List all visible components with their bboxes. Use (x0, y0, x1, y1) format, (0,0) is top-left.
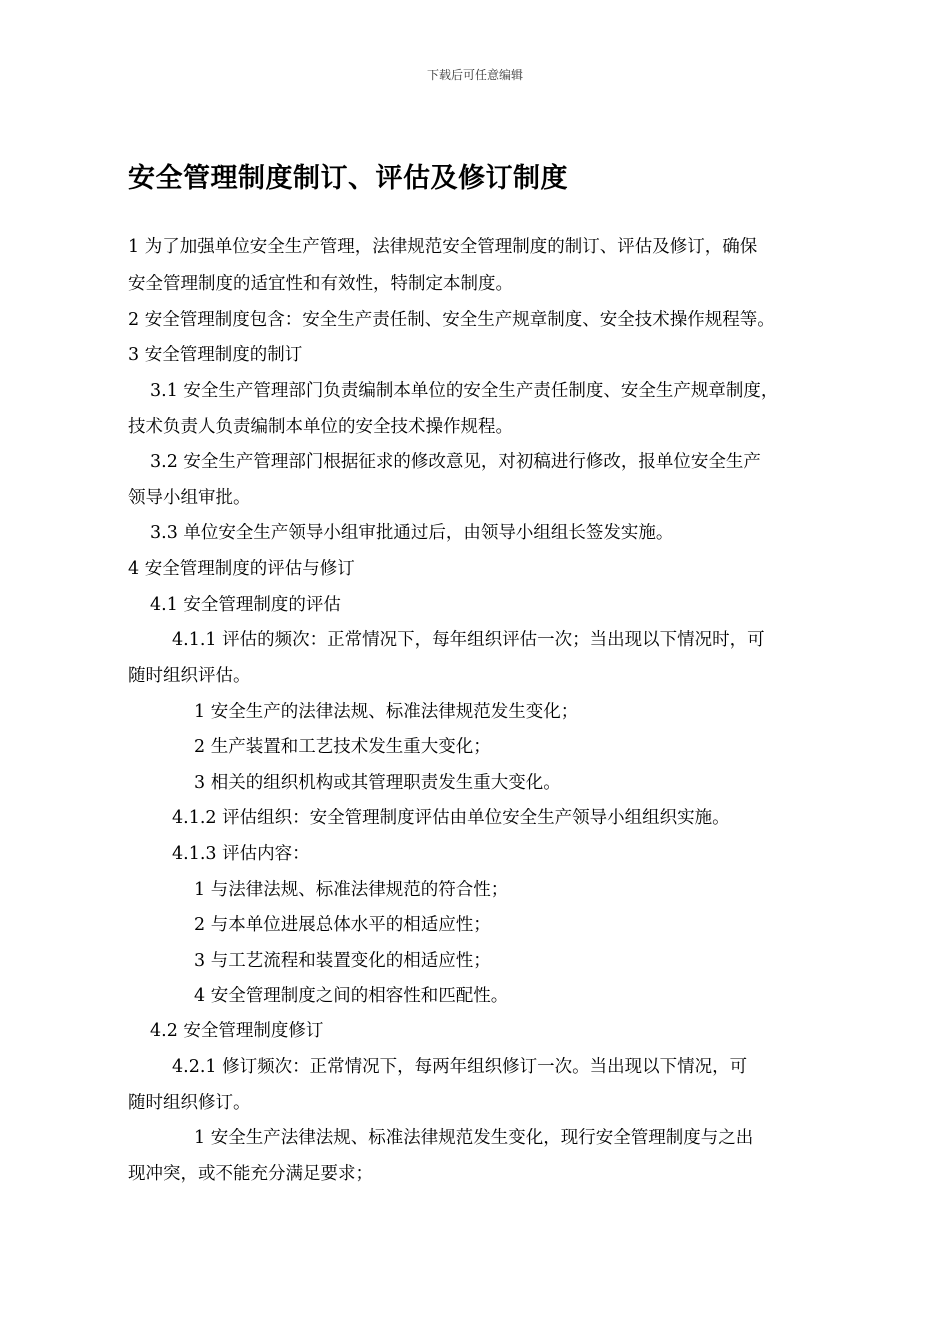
paragraph-line: 领导小组审批。 (128, 488, 251, 508)
list-item: 1 安全生产法律法规、标准法律规范发生变化，现行安全管理制度与之出 (194, 1128, 754, 1148)
paragraph-line: 现冲突，或不能充分满足要求； (128, 1164, 373, 1184)
page-header: 下载后可任意编辑 (426, 68, 523, 82)
paragraph-line: 4.1.1 评估的频次：正常情况下，每年组织评估一次；当出现以下情况时，可 (172, 630, 765, 650)
paragraph-line: 3.3 单位安全生产领导小组审批通过后，由领导小组组长签发实施。 (150, 523, 674, 543)
list-item: 4 安全管理制度之间的相容性和匹配性。 (194, 986, 509, 1006)
paragraph-line: 随时组织评估。 (128, 666, 251, 686)
paragraph-line: 1 为了加强单位安全生产管理，法律规范安全管理制度的制订、评估及修订，确保 (128, 237, 758, 257)
document-title: 安全管理制度制订、评估及修订制度 (128, 163, 568, 194)
paragraph-line: 安全管理制度的适宜性和有效性，特制定本制度。 (128, 274, 513, 294)
paragraph-line: 3 安全管理制度的制订 (128, 345, 303, 365)
list-item: 3 与工艺流程和装置变化的相适应性； (194, 951, 491, 971)
paragraph-line: 4 安全管理制度的评估与修订 (128, 559, 355, 579)
paragraph-line: 3.1 安全生产管理部门负责编制本单位的安全生产责任制度、安全生产规章制度， (150, 381, 779, 401)
paragraph-line: 2 安全管理制度包含：安全生产责任制、安全生产规章制度、安全技术操作规程等。 (128, 310, 775, 330)
paragraph-line: 4.1.3 评估内容： (172, 844, 310, 864)
list-item: 2 与本单位进展总体水平的相适应性； (194, 915, 491, 935)
paragraph-line: 4.2 安全管理制度修订 (150, 1021, 324, 1041)
paragraph-line: 3.2 安全生产管理部门根据征求的修改意见，对初稿进行修改，报单位安全生产 (150, 452, 761, 472)
list-item: 1 安全生产的法律法规、标准法律规范发生变化； (194, 702, 579, 722)
paragraph-line: 4.2.1 修订频次：正常情况下，每两年组织修订一次。当出现以下情况，可 (172, 1057, 748, 1077)
list-item: 1 与法律法规、标准法律规范的符合性； (194, 880, 509, 900)
paragraph-line: 随时组织修订。 (128, 1093, 251, 1113)
list-item: 3 相关的组织机构或其管理职责发生重大变化。 (194, 773, 561, 793)
paragraph-line: 技术负责人负责编制本单位的安全技术操作规程。 (128, 417, 513, 437)
paragraph-line: 4.1 安全管理制度的评估 (150, 595, 341, 615)
list-item: 2 生产装置和工艺技术发生重大变化； (194, 737, 491, 757)
paragraph-line: 4.1.2 评估组织：安全管理制度评估由单位安全生产领导小组组织实施。 (172, 808, 730, 828)
